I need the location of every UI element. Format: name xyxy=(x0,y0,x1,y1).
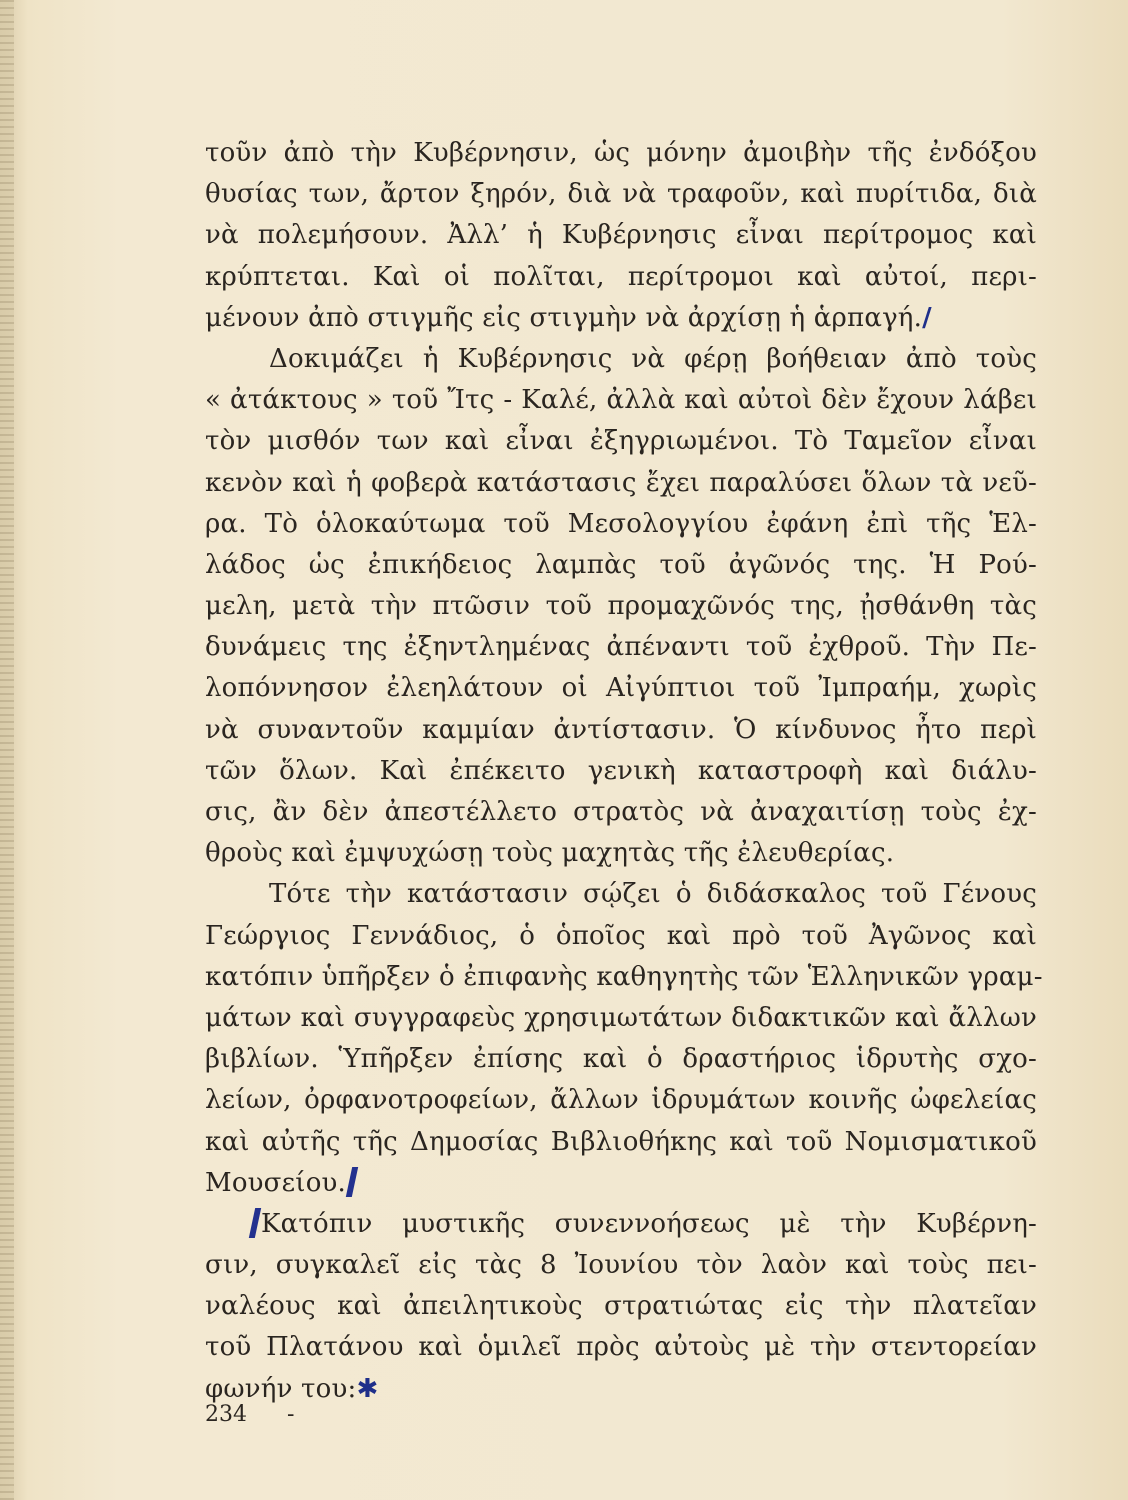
text-line: κρύπτεται. Καὶ οἱ πολῖται, περίτρομοι καὶ αὐτοί, περι- xyxy=(205,261,1037,292)
page-binding-edge xyxy=(0,0,14,1500)
body-text xyxy=(205,133,1043,1410)
text-line: Τότε τὴν κατάστασιν σῴζει ὁ διδάσκαλος τοῦ Γένους xyxy=(269,879,1037,910)
text-line: Δοκιμάζει ἡ Κυβέρνησις νὰ φέρῃ βοήθειαν ἀπὸ τοὺς xyxy=(269,343,1037,374)
pen-bar-mark xyxy=(346,1167,358,1197)
text-line-first xyxy=(205,1204,1037,1245)
text-line: σιν, συγκαλεῖ εἰς τὰς 8 Ἰουνίου τὸν λαὸν καὶ τοὺς πει- xyxy=(205,1250,1037,1281)
text-line: λάδος ὡς ἐπικήδειος λαμπὰς τοῦ ἀγῶνός της. Ἡ Ρού- xyxy=(205,549,1037,580)
text-line-content: μένουν ἀπὸ στιγμῆς εἰς στιγμὴν νὰ ἀρχίσῃ ἡ ἁρπαγή. xyxy=(205,302,923,333)
text-line: λοπόννησον ἐλεηλάτουν οἱ Αἰγύπτιοι τοῦ Ἰμπραήμ, χωρὶς xyxy=(205,673,1037,704)
text-line: θυσίας των, ἄρτον ξηρόν, διὰ νὰ τραφοῦν, καὶ πυρίτιδα, διὰ xyxy=(205,179,1037,210)
text-line-last xyxy=(205,298,1037,339)
text-line-content: Μουσείου. xyxy=(205,1167,347,1198)
footer-dash: - xyxy=(287,1402,295,1427)
text-line-last xyxy=(205,1163,1037,1204)
paragraph-3 xyxy=(205,874,1043,1204)
text-line: δυνάμεις της ἐξηντλημένας ἀπέναντι τοῦ ἐχθροῦ. Τὴν Πε- xyxy=(205,632,1037,663)
text-line: ναλέους καὶ ἀπειλητικοὺς στρατιώτας εἰς τὴν πλατεῖαν xyxy=(205,1291,1037,1322)
text-line-content: φωνήν του: xyxy=(205,1373,357,1404)
paragraph-4 xyxy=(205,1204,1037,1410)
text-line: κατόπιν ὑπῆρξεν ὁ ἐπιφανὴς καθηγητὴς τῶν Ἑλληνικῶν γραμ- xyxy=(205,961,1043,992)
pen-bar-mark xyxy=(249,1208,261,1238)
text-line: Γεώργιος Γεννάδιος, ὁ ὁποῖος καὶ πρὸ τοῦ Ἀγῶνος καὶ xyxy=(205,920,1037,951)
pen-slash-mark: / xyxy=(922,302,932,333)
text-line: σις, ἂν δὲν ἀπεστέλλετο στρατὸς νὰ ἀναχαιτίσῃ τοὺς ἐχ- xyxy=(205,797,1037,827)
text-line: « ἀτάκτους » τοῦ Ἴτς - Καλέ, ἀλλὰ καὶ αὐτοὶ δὲν ἔχουν λάβει xyxy=(205,385,1037,416)
text-line: καὶ αὐτῆς τῆς Δημοσίας Βιβλιοθήκης καὶ τοῦ Νομισματικοῦ xyxy=(205,1126,1037,1157)
text-line: νὰ πολεμήσουν. Ἀλλ’ ἡ Κυβέρνησις εἶναι περίτρομος καὶ xyxy=(205,220,1037,251)
page-number: 234 xyxy=(205,1402,247,1427)
paragraph-1 xyxy=(205,133,1037,339)
text-line-content: Κατόπιν μυστικῆς συνεννοήσεως μὲ τὴν Κυβέρνη- xyxy=(261,1208,1037,1239)
text-line: τῶν ὅλων. Καὶ ἐπέκειτο γενικὴ καταστροφὴ καὶ διάλυ- xyxy=(205,755,1037,786)
text-line: μάτων καὶ συγγραφεὺς χρησιμωτάτων διδακτικῶν καὶ ἄλλων xyxy=(205,1002,1037,1033)
text-line: νὰ συναντοῦν καμμίαν ἀντίστασιν. Ὁ κίνδυνος ἦτο περὶ xyxy=(205,714,1037,745)
text-line: βιβλίων. Ὑπῆρξεν ἐπίσης καὶ ὁ δραστήριος ἱδρυτὴς σχο- xyxy=(205,1044,1037,1075)
text-line: θροὺς καὶ ἐμψυχώσῃ τοὺς μαχητὰς τῆς ἐλευθερίας. xyxy=(205,838,895,869)
paragraph-2 xyxy=(205,339,1037,874)
text-line: τὸν μισθόν των καὶ εἶναι ἐξηγριωμένοι. Τὸ Ταμεῖον εἶναι xyxy=(205,426,1037,457)
text-line-last xyxy=(205,1369,1037,1410)
pen-asterisk-mark: ✱ xyxy=(356,1373,379,1404)
text-line: λείων, ὀρφανοτροφείων, ἄλλων ἱδρυμάτων κοινῆς ὠφελείας xyxy=(205,1085,1037,1116)
text-line: ρα. Τὸ ὁλοκαύτωμα τοῦ Μεσολογγίου ἐφάνη ἐπὶ τῆς Ἑλ- xyxy=(205,508,1037,539)
text-line: μελη, μετὰ τὴν πτῶσιν τοῦ προμαχῶνός της, ᾐσθάνθη τὰς xyxy=(205,591,1037,622)
text-line: κενὸν καὶ ἡ φοβερὰ κατάστασις ἔχει παραλύσει ὅλων τὰ νεῦ- xyxy=(205,467,1037,498)
text-line: τοῦ Πλατάνου καὶ ὁμιλεῖ πρὸς αὐτοὺς μὲ τὴν στεντορείαν xyxy=(205,1332,1037,1363)
text-line: τοῦν ἀπὸ τὴν Κυβέρνησιν, ὡς μόνην ἀμοιβὴν τῆς ἐνδόξου xyxy=(205,138,1037,168)
